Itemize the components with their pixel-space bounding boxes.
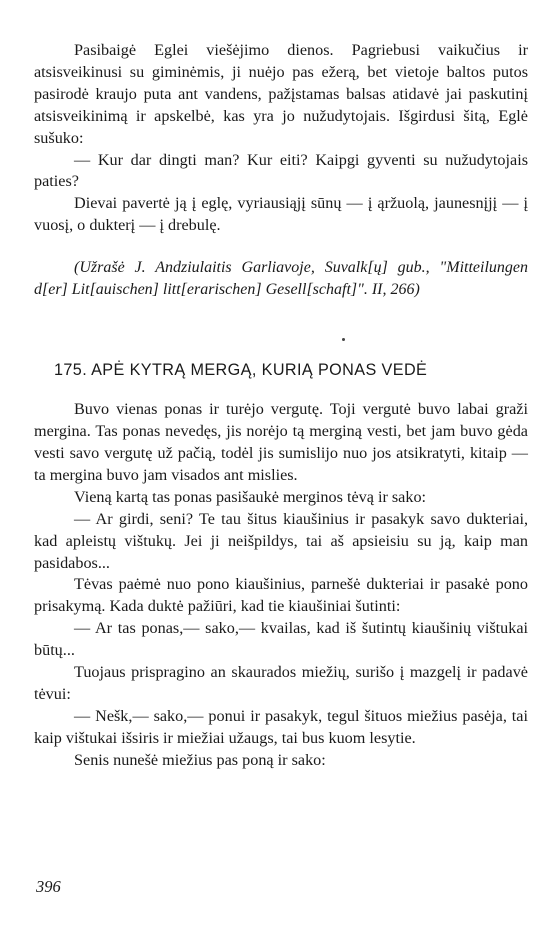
paragraph: Vieną kartą tas ponas pasišaukė merginos tėvą ir sako: (74, 487, 427, 506)
paragraph: Tėvas paėmė nuo pono kiaušinius, parnešė dukteriai ir pasakė pono prisakymą. Kada duktė pažiūri, kad tie kiaušiniai šutinti: (34, 575, 528, 616)
paragraph: Dievai pavertė ją į eglę, vyriausiąjį sūnų — į ąržuolą, jaunesnįjį — į vuosį, o dukterį — į drebulę. (34, 194, 528, 235)
dialogue-paragraph: — Nešk,— sako,— ponui ir pasakyk, tegul šituos miežius pasėja, tai kaip vištukai išsiris ir miežiai užaugs, tai bus kuom lesytie. (34, 706, 528, 747)
page-content (34, 40, 528, 772)
paragraph: Senis nunešė miežius pas poną ir sako: (74, 750, 326, 769)
paragraph: Tuojaus prispragino an skaurados miežių, surišo į mazgelį ir padavė tėvui: (34, 663, 528, 703)
source-note: (Užrašė J. Andziulaitis Garliavoje, Suvalk[ų] gub., "Mitteilungen d[er] Lit[auischen] litt[erarischen] Gesell[schaft]". II, 266) (34, 259, 528, 298)
dialogue-paragraph: — Kur dar dingti man? Kur eiti? Kaipgi gyventi su nužudytojais paties? (34, 150, 528, 191)
story-title: 175. APĖ KYTRĄ MERGĄ, KURIĄ PONAS VEDĖ (54, 361, 428, 380)
paragraph: Pasibaigė Eglei viešėjimo dienos. Pagriebusi vaikučius ir atsisveikinusi su giminėmis, ji nuėjo pas ežerą, bet vietoje baltos putos pasirodė kraujo puta ant vandens, pažįstamas balsas atidavė jai paskutinį atsisveikinimą ir apskelbė, kas yra jo nužudytojais. Išgirdusi šitą, Eglė sušuko: (34, 41, 528, 147)
page-number: 396 (36, 877, 61, 896)
dialogue-paragraph: — Ar girdi, seni? Te tau šitus kiaušinius ir pasakyk savo dukteriai, kad apleistų vištukų. Jei ji neišpildys, tai aš apsieisiu su ją, kaip man pasidabos... (34, 509, 528, 572)
paragraph: Buvo vienas ponas ir turėjo vergutę. Toji vergutė buvo labai graži mergina. Tas ponas nevedęs, jis norėjo tą merginą vesti, bet jam buvo gėda vesti savo vergutę už pačią, todėl jis sumislijo nuo jos atsikratyti, kitaip — ta mergina buvo jam visados ant mislies. (34, 400, 528, 484)
dialogue-paragraph: — Ar tas ponas,— sako,— kvailas, kad iš šutintų kiaušinių vištukai būtų... (34, 619, 528, 660)
speck-mark (342, 338, 345, 341)
